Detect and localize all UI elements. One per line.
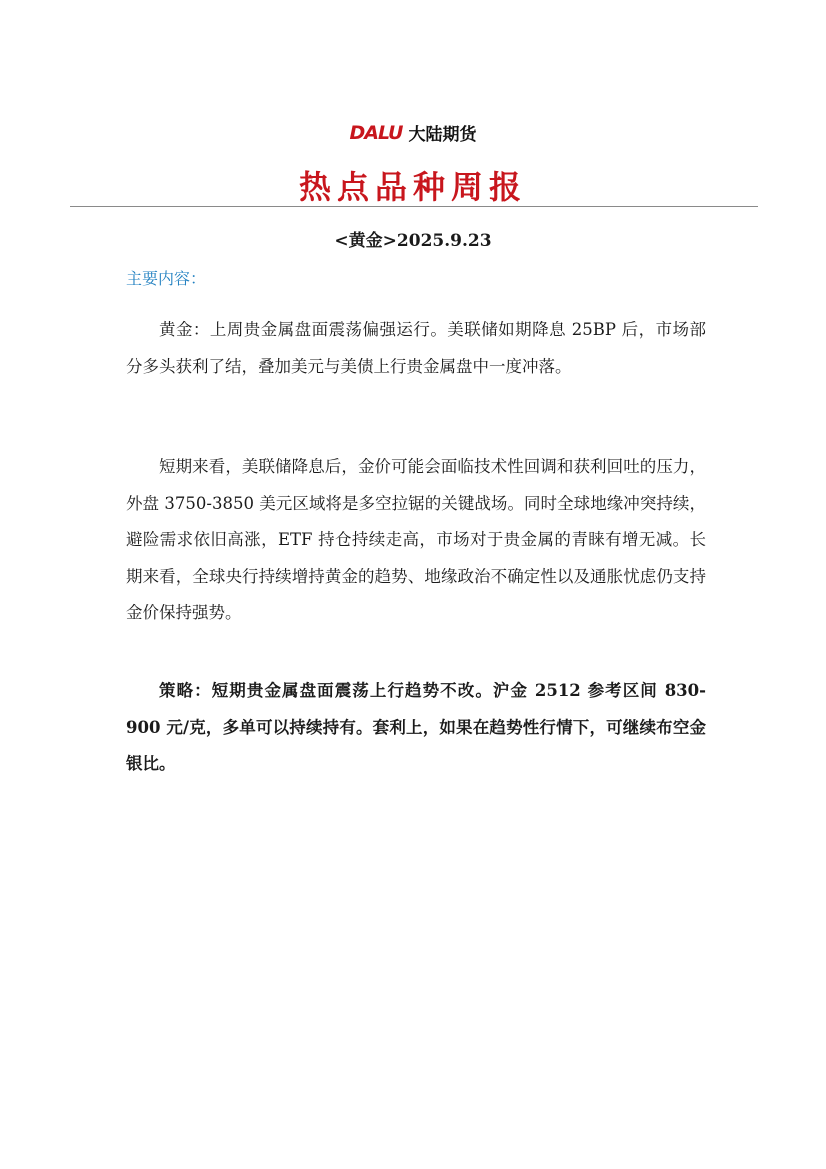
section-heading: 主要内容： [126,269,207,288]
paragraph-strategy: 策略：短期贵金属盘面震荡上行趋势不改。沪金 2512 参考区间 830-900 元/克，多单可以持续持有。套利上，如果在趋势性行情下，可继续布空金银比。 [126,681,706,773]
report-title: 热点品种周报 [298,168,527,206]
logo-mark: DALU [349,121,403,144]
brand-logo [0,120,826,145]
report-subtitle: <黄金>2025.9.23 [334,231,492,251]
paragraph-outlook: 短期来看，美联储降息后，金价可能会面临技术性回调和获利回吐的压力，外盘 3750-3850 美元区域将是多空拉锯的关键战场。同时全球地缘冲突持续，避险需求依旧高涨，ETF 持仓持续走高，市场对于贵金属的青睐有增无减。长期来看，全球央行持续增持黄金的趋势、地缘政治不确定性以及通胀忧虑仍支持金价保持强势。 [126,457,706,622]
logo-text: 大陆期货 [408,125,477,145]
title-divider [70,206,758,207]
paragraph-market-review: 黄金：上周贵金属盘面震荡偏强运行。美联储如期降息 25BP 后，市场部分多头获利了结，叠加美元与美债上行贵金属盘中一度冲落。 [126,320,706,376]
